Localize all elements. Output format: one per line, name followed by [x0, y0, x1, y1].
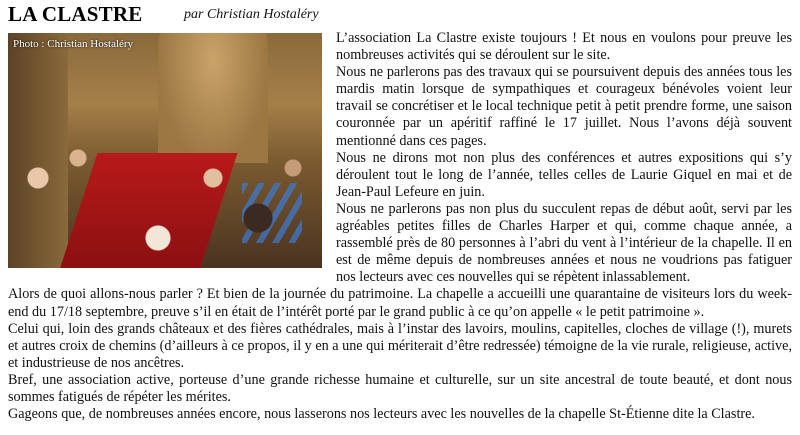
paragraph: Gageons que, de nombreuses années encore, nous lasserons nos lecteurs avec les nouvelles de la chapelle St-Étienne dite la Clastre.: [8, 406, 755, 423]
article-title: LA CLASTRE: [8, 2, 143, 26]
article-byline: par Christian Hostaléry: [184, 7, 319, 22]
paragraph: L’association La Clastre existe toujours ! Et nous en voulons pour preuve les nombreuses activités qui se déroulent sur le site.: [336, 30, 792, 64]
dinner-photo: [8, 33, 322, 268]
paragraph: Nous ne dirons mot non plus des conférences et autres expositions qui s’y déroulent tout le long de l’année, telles celles de Laurie Giquel en mai et de Jean-Paul Lefeure en juin.: [336, 149, 792, 200]
paragraph: Alors de quoi allons-nous parler ? Et bien de la journée du patrimoine. La chapelle a accueilli une quarantaine de visiteurs lors du week-end du 17/18 septembre, preuve s’il en était de l’intérêt porté par le grand public à ce qu’on appelle « le petit patrimoine ».: [8, 286, 792, 320]
photo-credit: Photo : Christian Hostaléry: [13, 38, 134, 50]
paragraph: Nous ne parlerons pas des travaux qui se poursuivent depuis des années tous les mardis matin lorsque de sympathiques et courageux bénévoles voient leur travail se concrétiser et le local technique petit à petit prendre forme, une saison couronnée par un apéritif raffiné le 17 juillet. Nous l’avons déjà souvent mentionné dans ces pages.: [336, 64, 792, 149]
paragraph: Nous ne parlerons pas non plus du succulent repas de début août, servi par les agréables petites filles de Charles Harper et qui, comme chaque année, a rassemblé près de 80 personnes à l’abri du vent à l’intérieur de la chapelle. Il en est de même depuis de nombreuses années et nous ne voudrions pas fatiguer nos lecteurs avec ces nouvelles qui se répètent inlassablement.: [336, 200, 792, 286]
photo-crowd: [8, 118, 322, 268]
paragraph: Celui qui, loin des grands châteaux et des fières cathédrales, mais à l’instar des lavoirs, moulins, capitelles, cloches de village (!), murets et autres croix de chemins (d’ailleurs à ce propos, il y en a une qui mériterait d’être redressée) témoigne de la vie rurale, religieuse, active, et industrieuse de nos ancêtres.: [8, 320, 792, 371]
paragraph: Bref, une association active, porteuse d’une grande richesse humaine et culturelle, sur un site ancestral de toute beauté, et dont nous sommes fatigués de répéter les mérites.: [8, 371, 792, 405]
article-body: [8, 30, 792, 423]
article-header: [8, 2, 792, 30]
